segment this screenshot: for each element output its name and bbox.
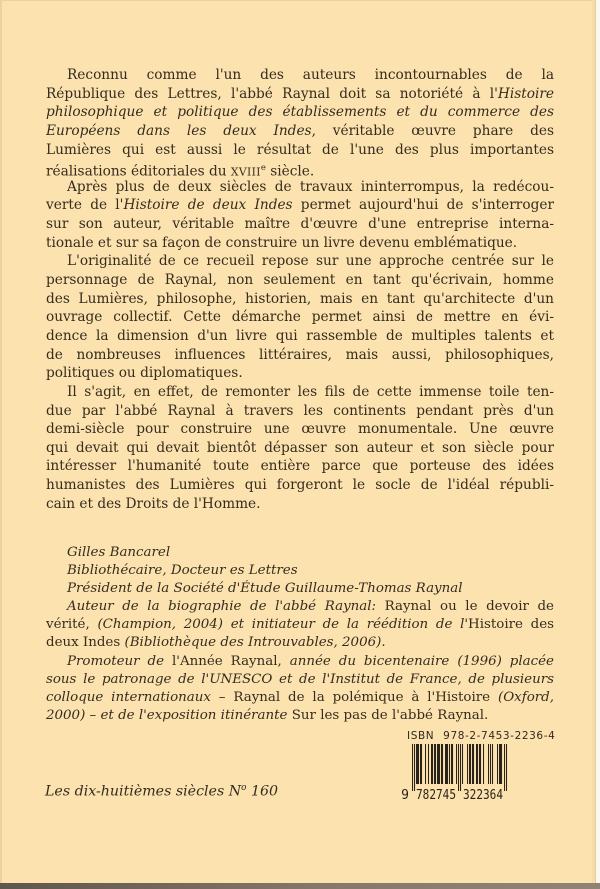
text-line: Après plus de deux siècles de travaux ininterrompus, la redécou- [67, 178, 554, 195]
text-line: Européens dans les deux Indes, véritable œuvre phare des [46, 122, 554, 139]
barcode-bar [483, 744, 484, 784]
text-line: deux Indes (Bibliothèque des Introuvables, 2006). [46, 635, 386, 651]
text-line: humanistes des Lumières qui forgeront le socle de l'idéal républi- [46, 477, 554, 494]
barcode-bar [439, 744, 440, 784]
barcode-digits: 9 [401, 788, 409, 801]
barcode-bar [506, 744, 507, 791]
barcode-bar [479, 744, 480, 784]
barcode-bar [446, 744, 447, 784]
text-line: demi-siècle pour construire une œuvre monumentale. Une œuvre [46, 421, 554, 438]
text-line: tionale et sur sa façon de construire un livre devenu emblématique. [46, 234, 518, 251]
author-bio-block [46, 544, 554, 725]
text-line: philosophique et politique des établissements et du commerce des [46, 104, 554, 121]
text-line: verte de l'Histoire de deux Indes permet aujourd'hui de s'interroger [46, 197, 554, 214]
barcode-bar [477, 744, 478, 784]
page-edge-right [595, 0, 600, 889]
text-line: vérité, (Champion, 2004) et initiateur de la réédition de l'Histoire des [46, 617, 554, 633]
barcode-digits: 322364 [463, 788, 504, 801]
text-line: colloque internationaux – Raynal de la polémique à l'Histoire (Oxford, [46, 689, 554, 705]
text-line: Président de la Société d'Étude Guillaume-Thomas Raynal [67, 581, 463, 597]
barcode-bar [458, 744, 459, 791]
text-line: cain et des Droits de l'Homme. [46, 495, 261, 512]
barcode-bar [504, 744, 505, 791]
barcode-bar [476, 744, 477, 784]
text-line: Il s'agit, en effet, de remonter les fils de cette immense toile ten- [67, 383, 554, 400]
barcode-bar [469, 744, 470, 784]
barcode-bar [500, 744, 501, 784]
text-line: L'originalité de ce recueil repose sur une approche centrée sur le [67, 253, 554, 270]
text-line: politiques ou diplomatiques. [46, 365, 243, 382]
barcode-bar [470, 744, 471, 784]
barcode-bar [499, 744, 500, 784]
isbn-label: ISBN 978-2-7453-2236-4 [407, 730, 556, 742]
barcode-bar [421, 744, 422, 784]
text-line: Promoteur de l'Année Raynal, année du bicentenaire (1996) placée [67, 653, 554, 669]
barcode-bar [501, 744, 502, 784]
barcode-bar [434, 744, 435, 784]
ean-barcode [396, 744, 514, 801]
barcode-bar [418, 744, 419, 784]
barcode-bar [416, 744, 417, 784]
blurb-text [46, 66, 554, 513]
barcode-bar [425, 744, 426, 784]
barcode-bar [420, 744, 421, 784]
barcode-bar [438, 744, 439, 784]
barcode-bar [490, 744, 491, 784]
barcode-bar [449, 744, 450, 784]
text-line: intéresser l'humanité toute entière parce que porteuse des idées [46, 458, 554, 475]
barcode-bar [488, 744, 489, 784]
barcode-bar [473, 744, 474, 784]
text-line: Reconnu comme l'un des auteurs incontournables de la [67, 67, 554, 83]
text-line: ouvrage collectif. Cette démarche permet ainsi de mettre en évi- [46, 309, 554, 326]
text-line: sur son auteur, véritable maître d'œuvre d'une entreprise interna- [46, 216, 554, 233]
barcode-bar [472, 744, 473, 784]
page-edge-bottom [0, 883, 600, 889]
text-line: de nombreuses influences littéraires, mais aussi, philosophiques, [46, 346, 554, 363]
barcode-bar [435, 744, 436, 784]
text-line: Gilles Bancarel [67, 545, 171, 560]
barcode-bar [451, 744, 452, 784]
text-line: Auteur de la biographie de l'abbé Raynal: Raynal ou le devoir de [67, 599, 554, 615]
text-line: réalisations éditoriales du XVIIIe siècle. [46, 163, 315, 178]
barcode-bar [462, 744, 463, 784]
barcode-bar [452, 744, 453, 784]
barcode-digits: 782745 [416, 788, 456, 801]
text-line: 2000) – et de l'exposition itinérante Sur les pas de l'abbé Raynal. [46, 707, 489, 723]
text-line: sous le patronage de l'UNESCO et de l'Institut de France, de plusieurs [46, 671, 554, 687]
barcode-bar [445, 744, 446, 784]
text-line: Lumières qui est aussi le résultat de l'une des plus importantes [46, 141, 554, 158]
barcode-bar [447, 744, 448, 784]
barcode-bar [431, 744, 432, 784]
barcode-bar [492, 744, 493, 784]
text-line: due par l'abbé Raynal à travers les continents pendant près d'un [46, 402, 554, 419]
barcode-bar [467, 744, 468, 784]
barcode-bar [480, 744, 481, 784]
page-edge-top [0, 0, 600, 1]
barcode-bar [428, 744, 429, 784]
barcode-bar [414, 744, 415, 791]
barcode-bar [417, 744, 418, 784]
barcode-bar [432, 744, 433, 784]
series-title [45, 779, 365, 798]
text-line: République des Lettres, l'abbé Raynal doit sa notoriété à l'Histoire [46, 85, 554, 102]
barcode-bar [412, 744, 413, 791]
barcode-bar [497, 744, 498, 784]
text-line: Bibliothécaire, Docteur es Lettres [67, 563, 298, 579]
text-line: dence la dimension d'un livre qui rassemble de multiples talents et [46, 327, 554, 344]
barcode-bar [456, 744, 457, 784]
text-line: Les dix-huitièmes siècles $N^o$ 160 [45, 783, 279, 800]
barcode-bar [441, 744, 442, 784]
page-edge-left [0, 0, 2, 889]
text-line: personnage de Raynal, non seulement en tant qu'écrivain, homme [46, 272, 554, 289]
text-line: qui devait qui devait bientôt dépasser son auteur et son siècle pour [46, 439, 554, 456]
barcode-bar [460, 744, 461, 791]
text-line: des Lumières, philosophe, historien, mais en tant qu'architecte d'un [46, 290, 554, 307]
barcode-bar [442, 744, 443, 784]
barcode-bar [437, 744, 438, 784]
